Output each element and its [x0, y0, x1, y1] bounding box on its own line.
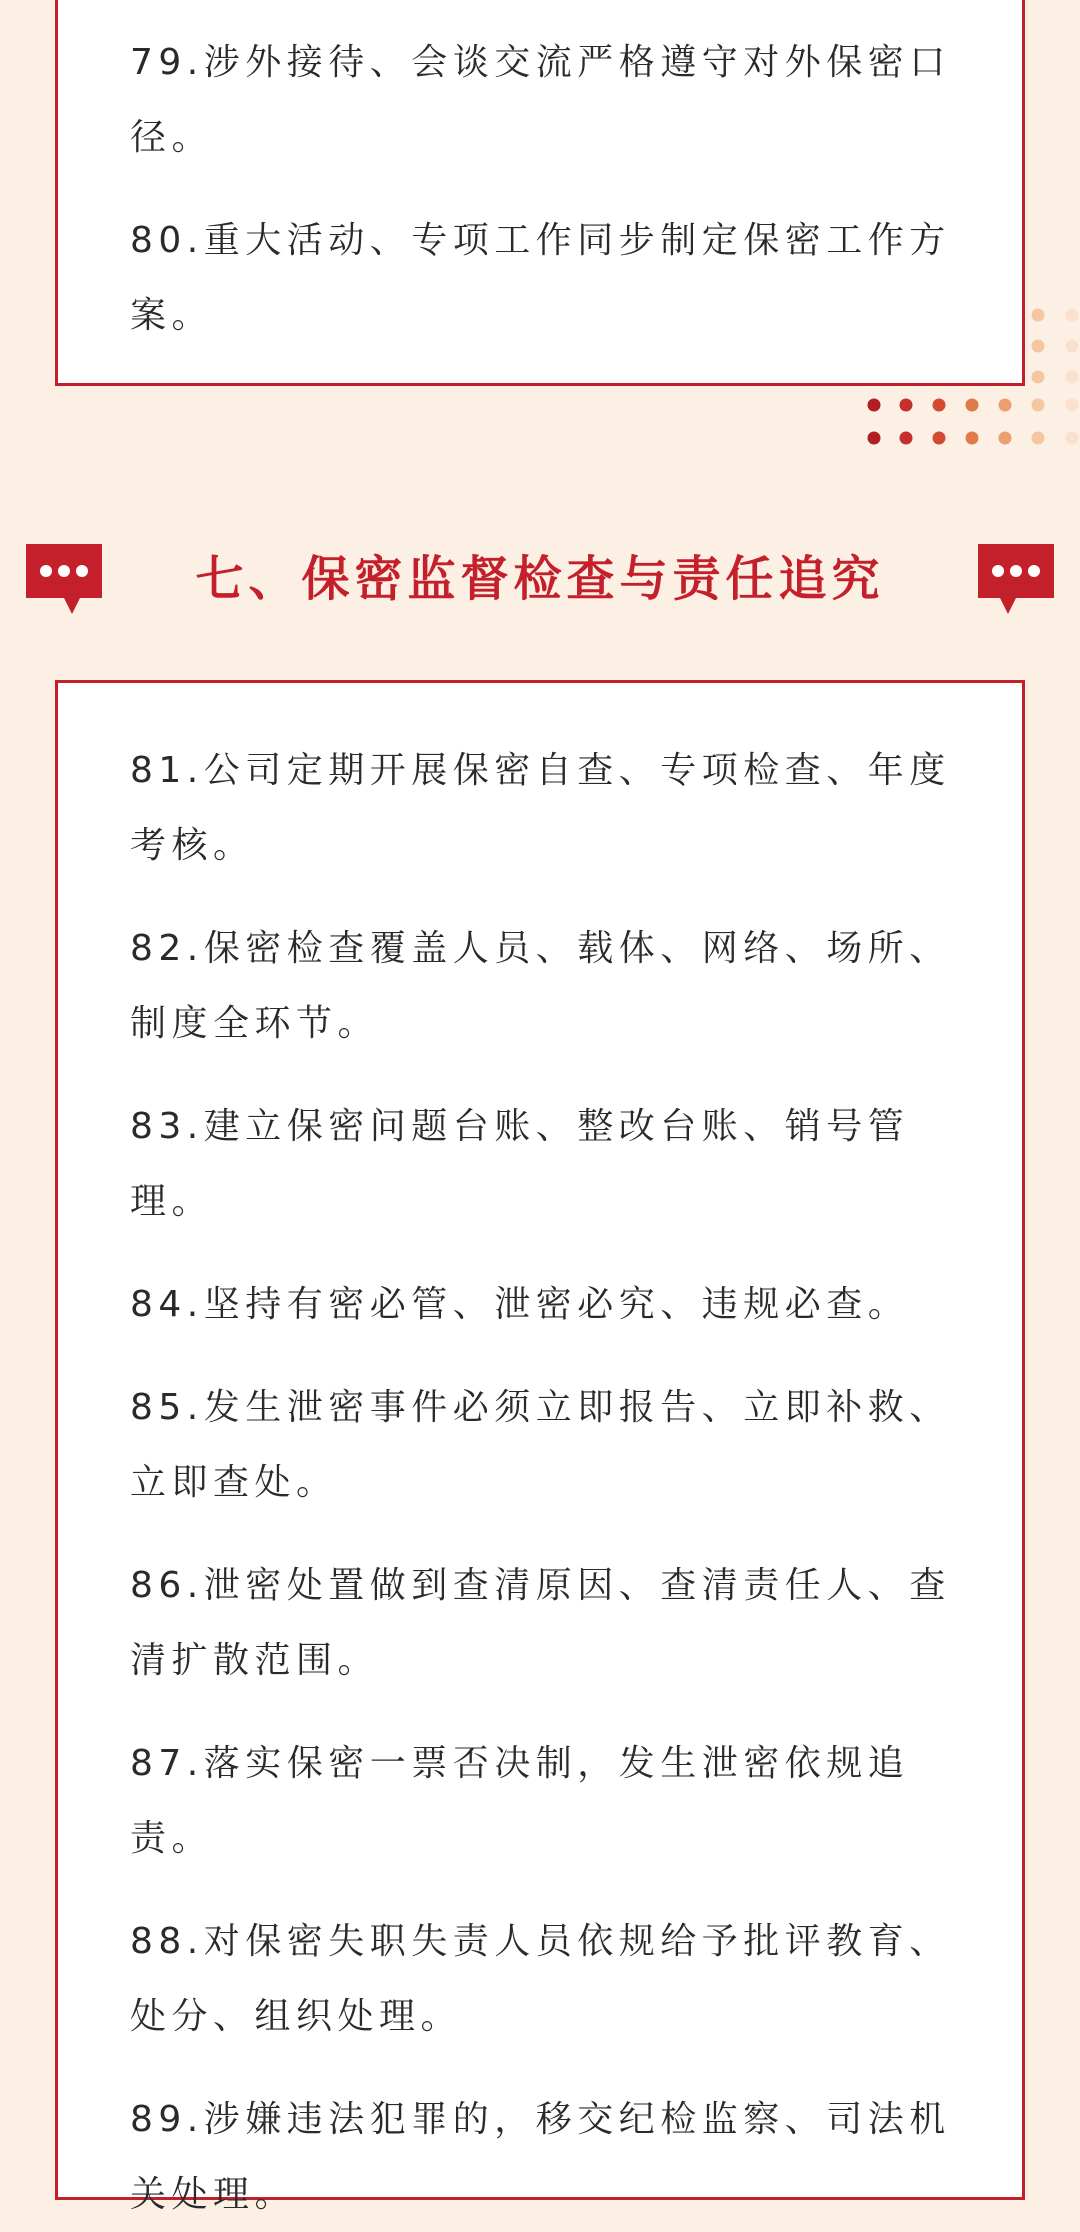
- rule-item-84: 84.坚持有密必管、泄密必究、违规必查。: [130, 1284, 910, 1325]
- rule-item-88: 88.对保密失职失责人员依规给予批评教育、处分、组织处理。: [130, 1921, 951, 2037]
- rule-item-89: 89.涉嫌违法犯罪的，移交纪检监察、司法机关处理。: [130, 2099, 951, 2215]
- rule-item-85: 85.发生泄密事件必须立即报告、立即补救、立即查处。: [130, 1387, 951, 1503]
- rules-card-bottom: [55, 680, 1025, 2215]
- rule-item-87: 87.落实保密一票否决制，发生泄密依规追责。: [130, 1743, 910, 1859]
- rule-item-86: 86.泄密处置做到查清原因、查清责任人、查清扩散范围。: [130, 1565, 951, 1681]
- section-header: [0, 530, 1080, 610]
- rule-item-82: 82.保密检查覆盖人员、载体、网络、场所、制度全环节。: [130, 928, 951, 1044]
- rule-item-80: 80.重大活动、专项工作同步制定保密工作方案。: [130, 220, 951, 336]
- chat-bubble-icon: [974, 540, 1058, 620]
- rule-item-81: 81.公司定期开展保密自查、专项检查、年度考核。: [130, 750, 951, 866]
- dot-grid: [868, 309, 1079, 445]
- rule-item-83: 83.建立保密问题台账、整改台账、销号管理。: [130, 1106, 910, 1222]
- decorative-dot-pattern: [860, 300, 1080, 460]
- section-title: 七、保密监督检查与责任追究: [195, 551, 885, 607]
- rule-item-79: 79.涉外接待、会谈交流严格遵守对外保密口径。: [130, 42, 951, 158]
